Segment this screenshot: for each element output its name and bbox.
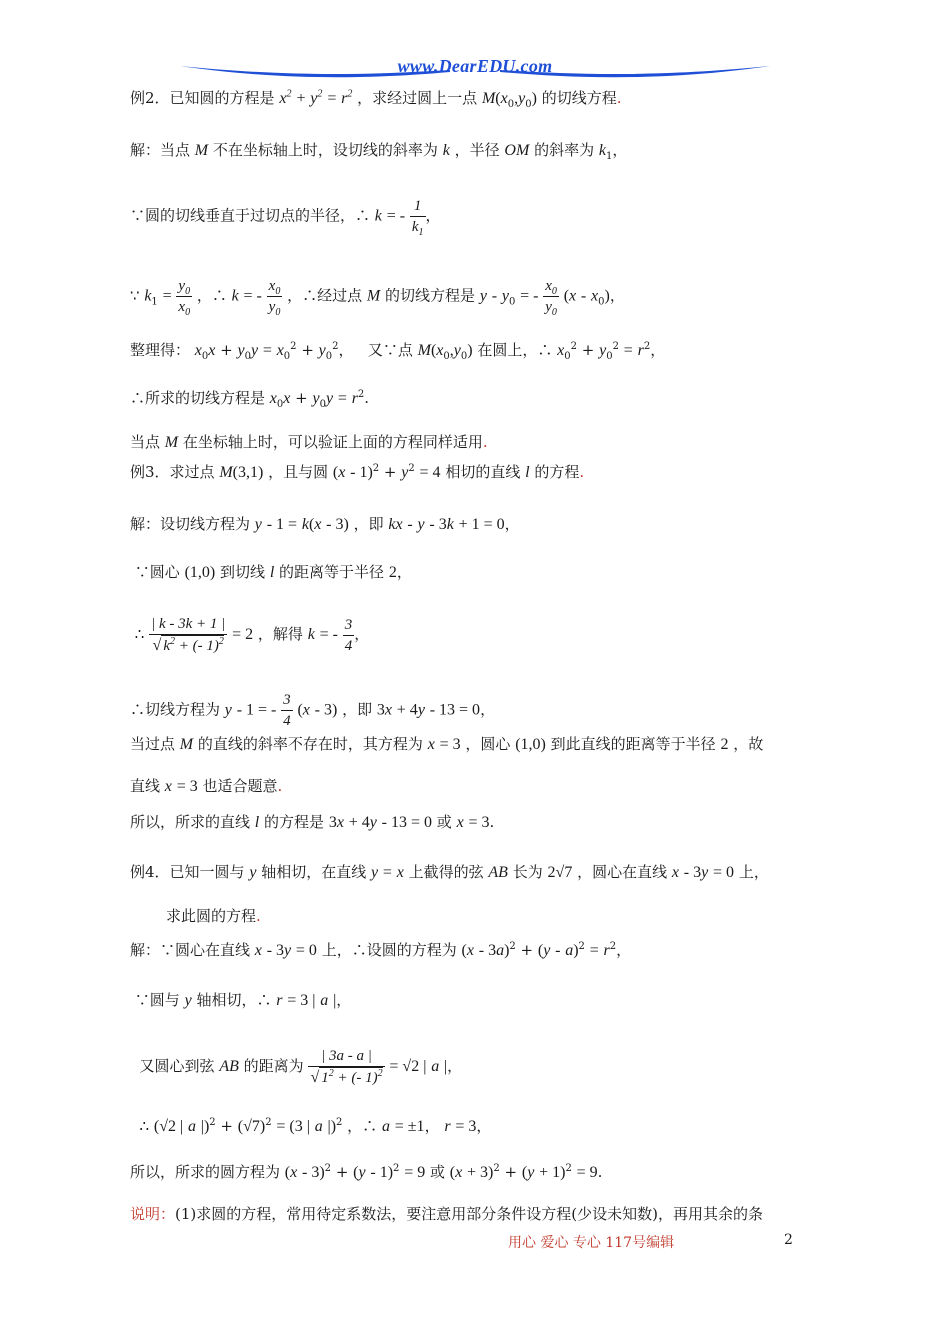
- line-ex2-answer: ∴所求的切线方程是 $x_0x + y_0y = r^2$.: [130, 389, 370, 410]
- line-ex3-sol4: ∴切线方程为 y - 1 = - $\frac{3}{4}$ (x - 3) ，即 3x + 4y - 13 = 0，: [130, 692, 496, 729]
- line-ex4-answer: 所以，所求的圆方程为 (x - 3)$^2$ + (y - 1)$^2$ = 9 或 $(x + 3)^2 + (y + 1)^2 = 9$.: [130, 1163, 603, 1181]
- line-ex2-sol1: 解：当点 M 不在坐标轴上时，设切线的斜率为 k ，半径 OM 的斜率为 $k_1$，: [130, 141, 628, 162]
- line-ex4-sol4: ∴ (√2 | a $|)^2 + (√7)^2 = (3$ | a |)$^2$ ，∴ a = ±1， r = 3，: [139, 1117, 492, 1135]
- banner-site-name: www.DearEDU.com: [397, 56, 553, 76]
- site-banner: [180, 56, 770, 86]
- line-ex3-sol2: ∵圆心 (1,0) 到切线 l 的距离等于半径 2，: [134, 563, 412, 581]
- line-ex4-sol3: 又圆心到弦 AB 的距离为 $\frac{| 3a - a |}{√ 1^2 + (- 1)^2}$ = √2 | a |，: [139, 1048, 463, 1086]
- line-ex2-note: 当点 M 在坐标轴上时，可以验证上面的方程同样适用.: [130, 433, 488, 451]
- line-ex4-sol1: 解：∵圆心在直线 x - 3y = 0 上，∴设圆的方程为 $(x - 3a)^2 + (y - a)^2 = r^2$，: [130, 941, 632, 959]
- line-ex2-sol4: 整理得： $x_0x + y_0y = x_0^2 + y_0^2$， 又∵点 $M(x_0,y_0)$ 在圆上，∴ $x_0^2 + y_0^2 = r^2$，: [130, 341, 666, 362]
- line-ex4-title-cont: 求此圆的方程.: [166, 907, 261, 925]
- line-ex3-sol1: 解：设切线方程为 y - 1 = k(x - 3) ，即 kx - y - 3k + 1 = 0，: [130, 515, 520, 533]
- footer-text: 用心 爱心 专心 117号编辑: [508, 1235, 675, 1251]
- line-ex3-title: 例3．求过点 M(3,1) ，且与圆 $(x - 1)^2 + y^2 = 4$ 相切的直线 l 的方程.: [130, 463, 585, 481]
- line-ex2-sol3: ∵ $k_1$ = $\frac{y_0}{x_0}$ ，∴ k = - $\frac{x_0}{y_0}$ ，∴经过点 M 的切线方程是 y - $y_0$ = - $\frac{x_0}{y_0}$ $(x - x_0)$，: [130, 278, 625, 318]
- line-ex2-title: 例2．已知圆的方程是 $x^2 + y^2 = r^2$ ，求经过圆上一点 $M(x_0,y_0)$ 的切线方程.: [130, 88, 622, 110]
- line-ex4-sol2: ∵圆与 y 轴相切，∴ r = 3 | a |，: [134, 991, 352, 1009]
- line-ex2-sol2: ∵圆的切线垂直于过切点的半径，∴ k = - $\frac{1}{k_1}$ ，: [130, 198, 441, 238]
- line-ex3-sol6: 直线 x = 3 也适合题意.: [130, 777, 283, 795]
- page-number: 2: [784, 1232, 793, 1248]
- note-label: 说明：: [130, 1205, 176, 1223]
- line-ex3-sol3: ∴ $\frac{| k - 3k + 1 |}{√ k^2 + (- 1)^2}$ = 2 ，解得 k = - $\frac{3}{4}$ ，: [134, 616, 370, 654]
- line-ex4-title: 例4．已知一圆与 y 轴相切，在直线 y = x 上截得的弦 AB 长为 2√7 ，圆心在直线 x - 3y = 0 上，: [130, 863, 769, 881]
- line-note: 说明：(1)求圆的方程，常用待定系数法，要注意用部分条件设方程(少设未知数)，再用其余的条: [130, 1205, 763, 1223]
- line-ex3-answer: 所以，所求的直线 l 的方程是 3x + 4y - 13 = 0 或 x = 3.: [130, 813, 495, 831]
- line-ex3-sol5: 当过点 M 的直线的斜率不存在时，其方程为 x = 3 ，圆心 (1,0) 到此直线的距离等于半径 2 ，故: [130, 735, 764, 753]
